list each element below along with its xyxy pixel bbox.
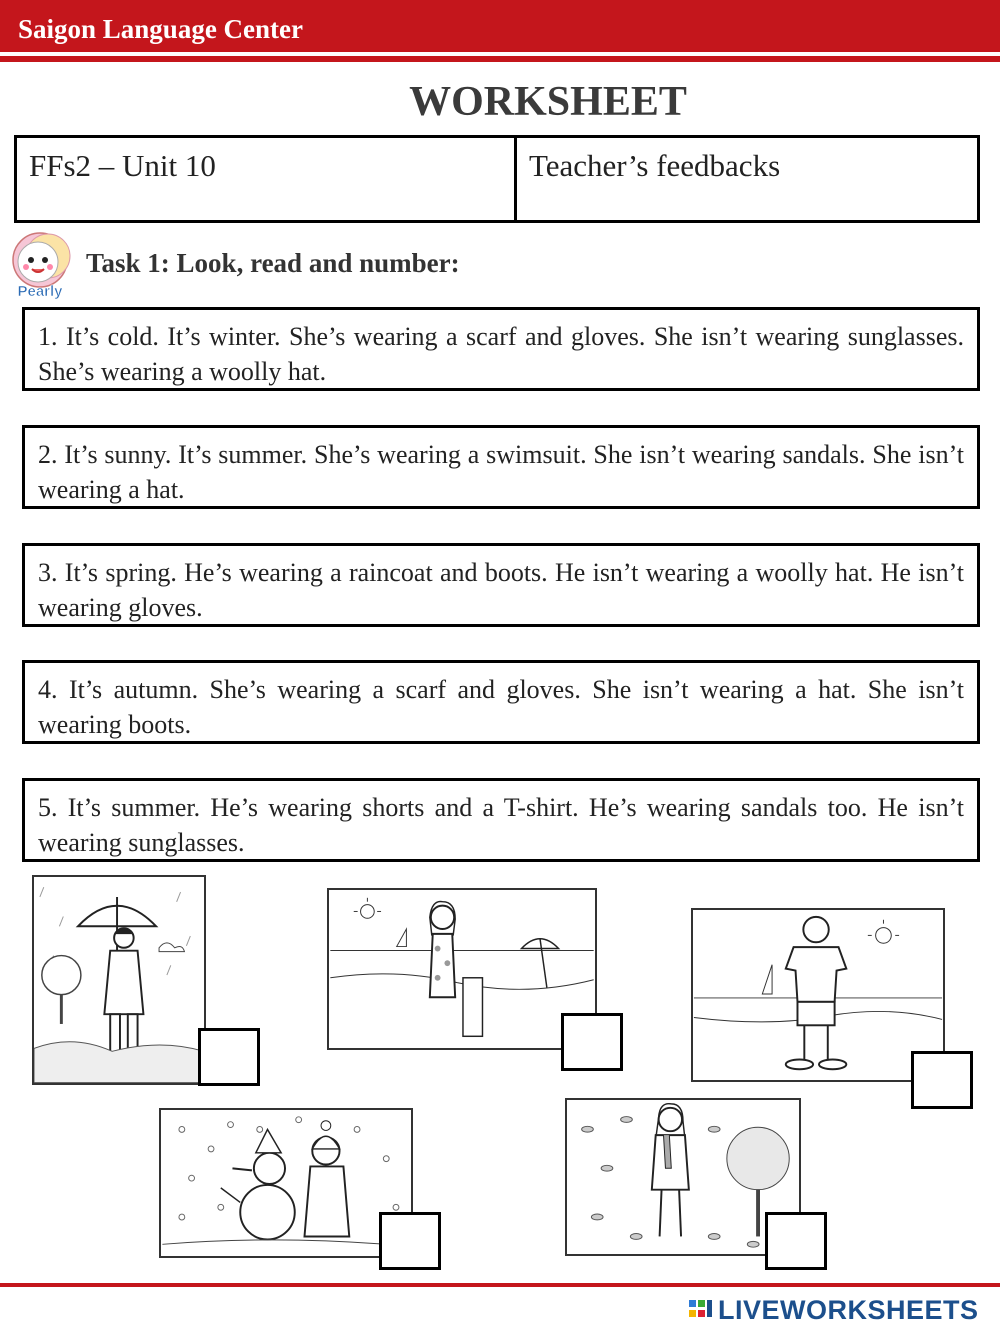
feedback-cell: Teacher’s feedbacks bbox=[529, 148, 781, 183]
sentence-box-4: 4. It’s autumn. She’s wearing a scarf and gloves. She isn’t wearing a hat. She isn’t wearing boots. bbox=[22, 660, 980, 744]
liveworksheets-logo[interactable] bbox=[688, 1294, 979, 1326]
picture-beach-boy bbox=[691, 908, 945, 1082]
header-bar bbox=[0, 0, 1000, 52]
picture-spring-boy bbox=[32, 875, 206, 1085]
page-title: WORKSHEET bbox=[409, 79, 687, 125]
course-cell: FFs2 – Unit 10 bbox=[17, 138, 517, 220]
sentence-box-5: 5. It’s summer. He’s wearing shorts and a T-shirt. He’s wearing sandals too. He isn’t wearing sunglasses. bbox=[22, 778, 980, 862]
beach-girl-swimsuit-icon bbox=[329, 890, 595, 1048]
rain-umbrella-boy-icon bbox=[34, 877, 204, 1083]
mascot-name: Pearly bbox=[17, 283, 63, 300]
liveworksheets-mark-icon bbox=[688, 1298, 714, 1322]
picture-beach-girl bbox=[327, 888, 597, 1050]
task-title: Task 1: Look, read and number: bbox=[86, 248, 460, 278]
answer-box-1[interactable] bbox=[198, 1028, 260, 1086]
beach-boy-tshirt-icon bbox=[693, 910, 943, 1080]
footer-stripe bbox=[0, 1283, 1000, 1287]
answer-box-3[interactable] bbox=[911, 1051, 973, 1109]
sentence-box-1: 1. It’s cold. It’s winter. She’s wearing a scarf and gloves. She isn’t wearing sunglasses. She’s wearing a woolly hat. bbox=[22, 307, 980, 391]
sentence-box-3: 3. It’s spring. He’s wearing a raincoat and boots. He isn’t wearing a woolly hat. He isn’t wearing gloves. bbox=[22, 543, 980, 627]
header-stripe bbox=[0, 56, 1000, 62]
center-name: Saigon Language Center bbox=[18, 14, 304, 44]
picture-winter-girl bbox=[159, 1108, 413, 1258]
answer-box-2[interactable] bbox=[561, 1013, 623, 1071]
answer-box-4[interactable] bbox=[379, 1212, 441, 1270]
logo-text: LIVEWORKSHEETS bbox=[718, 1294, 979, 1325]
info-table bbox=[14, 135, 980, 223]
sentence-box-2: 2. It’s sunny. It’s summer. She’s wearing a swimsuit. She isn’t wearing sandals. She isn’t wearing a hat. bbox=[22, 425, 980, 509]
pearly-mascot-icon bbox=[4, 230, 76, 300]
snowman-girl-icon bbox=[161, 1110, 411, 1256]
answer-box-5[interactable] bbox=[765, 1212, 827, 1270]
